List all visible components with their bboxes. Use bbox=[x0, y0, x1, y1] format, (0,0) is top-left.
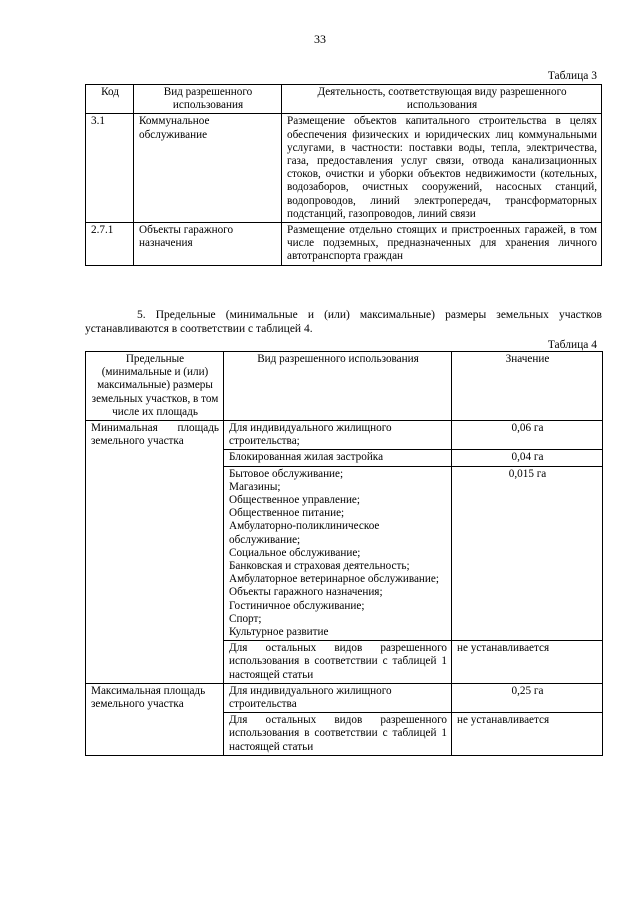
table4-min-label: Минимальная площадь земельного участка bbox=[86, 421, 224, 684]
table4-value: 0,04 га bbox=[452, 450, 603, 466]
list-item: Культурное развитие bbox=[229, 626, 329, 639]
table-row bbox=[86, 114, 602, 223]
list-item: Магазины; bbox=[229, 480, 281, 493]
table3-header-activity: Деятельность, соответствующая виду разрешенного использования bbox=[282, 85, 602, 114]
table4-value: 0,015 га bbox=[452, 466, 603, 641]
table3-code: 2.7.1 bbox=[86, 223, 134, 266]
table3-caption: Таблица 3 bbox=[547, 70, 597, 82]
list-item: Спорт; bbox=[229, 612, 262, 625]
table4-max-label: Максимальная площадь земельного участка bbox=[86, 683, 224, 755]
list-item: Общественное питание; bbox=[229, 507, 345, 520]
table4-value: не устанавливается bbox=[452, 713, 603, 756]
table4-caption: Таблица 4 bbox=[547, 339, 597, 351]
table4-header-row bbox=[86, 352, 603, 421]
table3-use: Объекты гаражного назначения bbox=[134, 223, 282, 266]
table3-header-code: Код bbox=[86, 85, 134, 114]
table4-use: Для индивидуального жилищного строительства bbox=[224, 683, 452, 712]
table4-use-list bbox=[224, 466, 452, 641]
table3-header-row bbox=[86, 85, 602, 114]
table-row bbox=[86, 421, 603, 450]
list-item: Объекты гаражного назначения; bbox=[229, 586, 383, 599]
table4-value: 0,25 га bbox=[452, 683, 603, 712]
table3-activity: Размещение объектов капитального строительства в целях обеспечения физических и юридических лиц коммунальными услугами, в частности: поставки воды, тепла, электричества, газа, предоставления услуг связи, отвода канализационных стоков, очистки и уборки объектов недвижимости (котельных, водозаборов, очистных сооружений, насосных станций, водопроводов, линий электропередач, трансформаторных подстанций, газопроводов, линий связи bbox=[282, 114, 602, 223]
list-item: Гостиничное обслуживание; bbox=[229, 599, 365, 612]
list-item: Социальное обслуживание; bbox=[229, 546, 361, 559]
table4-use: Блокированная жилая застройка bbox=[224, 450, 452, 466]
table4-value: не устанавливается bbox=[452, 641, 603, 684]
table3 bbox=[85, 84, 602, 266]
list-item: Общественное управление; bbox=[229, 494, 361, 507]
table4-value: 0,06 га bbox=[452, 421, 603, 450]
table-row bbox=[86, 683, 603, 712]
table4-use: Для остальных видов разрешенного использования в соответствии с таблицей 1 настоящей статьи bbox=[224, 713, 452, 756]
table4-header-limits: Предельные (минимальные и (или) максимальные) размеры земельных участков, в том числе их площадь bbox=[86, 352, 224, 421]
list-item: Амбулаторное ветеринарное обслуживание; bbox=[229, 573, 439, 586]
table4-header-use: Вид разрешенного использования bbox=[224, 352, 452, 421]
table3-use: Коммунальное обслуживание bbox=[134, 114, 282, 223]
table3-code: 3.1 bbox=[86, 114, 134, 223]
list-item: Бытовое обслуживание; bbox=[229, 467, 344, 480]
table4 bbox=[85, 351, 603, 756]
table3-activity: Размещение отдельно стоящих и пристроенных гаражей, в том числе подземных, предназначенных для хранения личного автотранспорта граждан bbox=[282, 223, 602, 266]
table3-header-use: Вид разрешенного использования bbox=[134, 85, 282, 114]
table-row bbox=[86, 223, 602, 266]
list-item: Банковская и страховая деятельность; bbox=[229, 560, 410, 573]
table4-header-value: Значение bbox=[452, 352, 603, 421]
list-item: Амбулаторно-поликлиническое обслуживание; bbox=[229, 520, 380, 546]
page-number: 33 bbox=[314, 32, 326, 46]
table4-use: Для остальных видов разрешенного использования в соответствии с таблицей 1 настоящей статьи bbox=[224, 641, 452, 684]
table4-use: Для индивидуального жилищного строительства; bbox=[224, 421, 452, 450]
paragraph-5: 5. Предельные (минимальные и (или) максимальные) размеры земельных участков устанавливаются в соответствии с таблицей 4. bbox=[85, 309, 602, 335]
